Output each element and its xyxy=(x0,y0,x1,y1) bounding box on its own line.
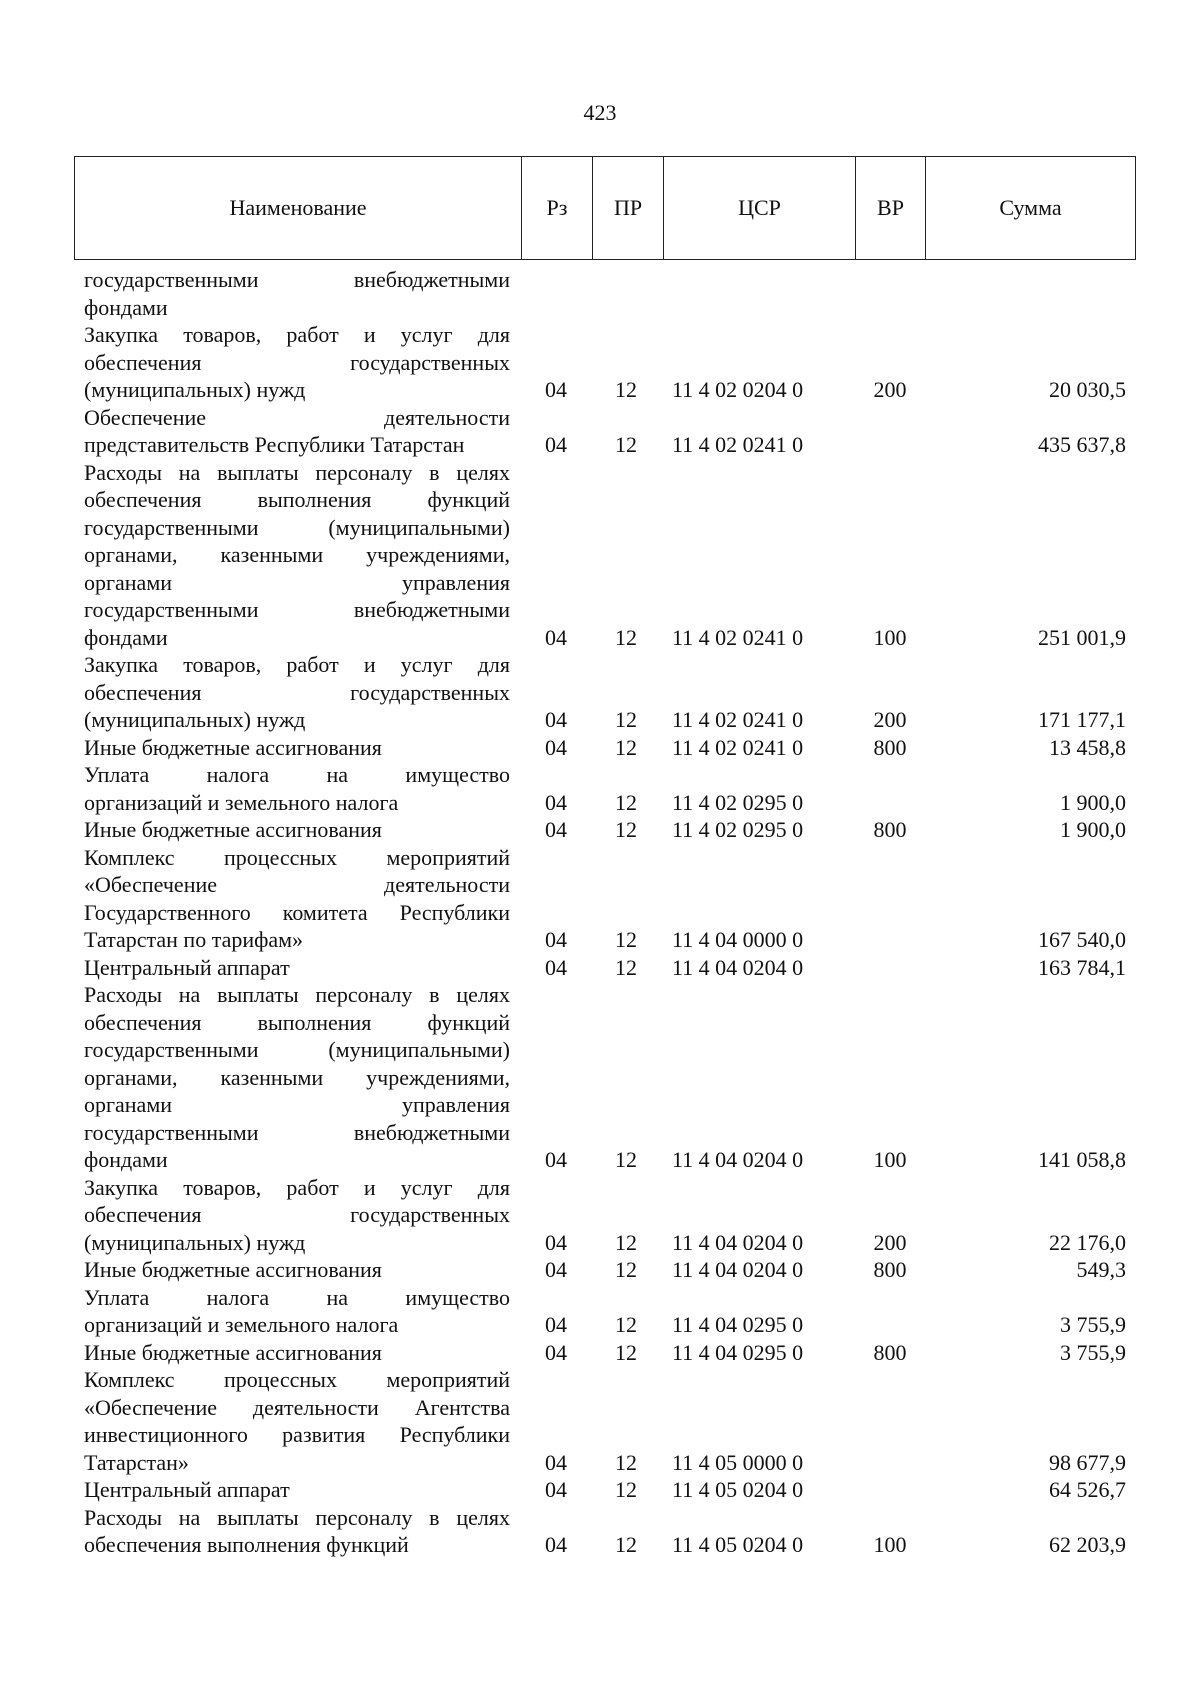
row-name xyxy=(84,459,510,652)
row-name xyxy=(84,321,510,404)
row-name-line: Иные бюджетные ассигнования xyxy=(84,1339,382,1365)
row-csr: 11 4 02 0204 0 xyxy=(672,377,804,402)
row-pr: 12 xyxy=(615,927,637,952)
row-sum: 171 177,1 xyxy=(1038,707,1126,732)
row-csr: 11 4 05 0204 0 xyxy=(672,1532,804,1557)
row-sum: 1 900,0 xyxy=(1060,817,1126,842)
row-name-line: Уплата налога на имущество xyxy=(84,1284,510,1310)
row-pr: 12 xyxy=(615,1312,637,1337)
row-name xyxy=(84,734,510,762)
row-name xyxy=(84,1284,510,1339)
row-name-line: государственными внебюджетными xyxy=(84,1119,510,1145)
row-name-line: обеспечения государственных xyxy=(84,349,510,375)
table-row xyxy=(0,1174,1200,1257)
row-name-line: обеспечения государственных xyxy=(84,1202,510,1227)
row-name-line: Иные бюджетные ассигнования xyxy=(84,817,382,842)
row-sum: 435 637,8 xyxy=(1038,432,1126,457)
row-rz: 04 xyxy=(545,377,567,402)
table-row xyxy=(0,816,1200,844)
row-vr: 200 xyxy=(873,377,907,402)
table-row xyxy=(0,459,1200,652)
row-csr: 11 4 02 0241 0 xyxy=(672,432,804,457)
row-pr: 12 xyxy=(615,707,637,732)
row-vr: 200 xyxy=(873,1229,907,1255)
row-sum: 163 784,1 xyxy=(1038,954,1126,980)
row-name-line: Обеспечение деятельности xyxy=(84,404,510,430)
row-vr: 100 xyxy=(873,624,907,650)
row-name-line: государственными (муниципальными) xyxy=(84,514,510,540)
header-vr: ВР xyxy=(856,157,926,259)
row-rz: 04 xyxy=(545,1312,567,1337)
row-csr: 11 4 02 0241 0 xyxy=(672,734,804,760)
row-name xyxy=(84,1339,510,1367)
table-row xyxy=(0,844,1200,954)
row-name-line: фондами xyxy=(84,624,168,650)
row-rz: 04 xyxy=(545,927,567,952)
row-rz: 04 xyxy=(545,817,567,842)
row-sum: 13 458,8 xyxy=(1049,734,1126,760)
row-vr: 800 xyxy=(873,1339,907,1365)
row-name xyxy=(84,404,510,459)
row-name-line: Комплекс процессных мероприятий xyxy=(84,1367,510,1392)
row-pr: 12 xyxy=(615,377,637,402)
row-pr: 12 xyxy=(615,432,637,457)
row-csr: 11 4 02 0241 0 xyxy=(672,707,804,732)
row-name-line: Государственного комитета Республики xyxy=(84,899,510,925)
row-csr: 11 4 04 0295 0 xyxy=(672,1312,804,1337)
row-csr: 11 4 05 0204 0 xyxy=(672,1477,804,1502)
row-rz: 04 xyxy=(545,624,567,650)
table-row xyxy=(0,321,1200,404)
row-name xyxy=(84,981,510,1174)
row-name xyxy=(84,1504,510,1559)
row-rz: 04 xyxy=(545,1449,567,1475)
row-sum: 141 058,8 xyxy=(1038,1147,1126,1172)
row-vr: 100 xyxy=(873,1147,907,1172)
row-name-line: Закупка товаров, работ и услуг для xyxy=(84,322,510,347)
table-row xyxy=(0,651,1200,734)
row-sum: 64 526,7 xyxy=(1049,1477,1126,1502)
row-rz: 04 xyxy=(545,734,567,760)
row-pr: 12 xyxy=(615,734,637,760)
row-name xyxy=(84,1256,510,1284)
page-number: 423 xyxy=(583,100,617,125)
row-name-line: обеспечения государственных xyxy=(84,679,510,705)
row-rz: 04 xyxy=(545,954,567,980)
row-csr: 11 4 04 0204 0 xyxy=(672,1147,804,1172)
row-name-line: «Обеспечение деятельности xyxy=(84,872,510,897)
row-pr: 12 xyxy=(615,1532,637,1557)
row-sum: 167 540,0 xyxy=(1038,927,1126,952)
row-vr: 800 xyxy=(873,734,907,760)
row-pr: 12 xyxy=(615,624,637,650)
table-row xyxy=(0,981,1200,1174)
row-pr: 12 xyxy=(615,817,637,842)
row-name-line: инвестиционного развития Республики xyxy=(84,1422,510,1447)
table-row xyxy=(0,1284,1200,1339)
row-name-line: Татарстан по тарифам» xyxy=(84,927,304,952)
header-rz: Рз xyxy=(522,157,593,259)
row-sum: 20 030,5 xyxy=(1049,377,1126,402)
row-name xyxy=(84,651,510,734)
row-csr: 11 4 04 0295 0 xyxy=(672,1339,804,1365)
row-sum: 22 176,0 xyxy=(1049,1229,1126,1255)
row-pr: 12 xyxy=(615,1257,637,1282)
row-name-line: обеспечения выполнения функций xyxy=(84,487,510,512)
row-pr: 12 xyxy=(615,954,637,980)
row-name-line: организаций и земельного налога xyxy=(84,789,399,815)
table-row xyxy=(0,404,1200,459)
row-name xyxy=(84,1174,510,1257)
row-name-line: (муниципальных) нужд xyxy=(84,707,306,732)
row-csr: 11 4 02 0295 0 xyxy=(672,789,804,815)
row-pr: 12 xyxy=(615,1477,637,1502)
header-name: Наименование xyxy=(75,157,522,259)
row-name-line: государственными внебюджетными xyxy=(84,597,510,622)
row-name-line: фондами xyxy=(84,294,168,320)
table-row xyxy=(0,1476,1200,1504)
row-name-line: Центральный аппарат xyxy=(84,954,290,980)
table-row xyxy=(0,1504,1200,1559)
row-vr: 200 xyxy=(873,707,907,732)
row-name-line: Комплекс процессных мероприятий xyxy=(84,844,510,870)
row-name-line: Расходы на выплаты персоналу в целях xyxy=(84,459,510,485)
table-row xyxy=(0,1339,1200,1367)
table-row xyxy=(0,1366,1200,1476)
row-rz: 04 xyxy=(545,1257,567,1282)
row-pr: 12 xyxy=(615,789,637,815)
row-rz: 04 xyxy=(545,1339,567,1365)
row-sum: 251 001,9 xyxy=(1038,624,1126,650)
row-vr: 800 xyxy=(873,1257,907,1282)
row-name xyxy=(84,761,510,816)
header-csr: ЦСР xyxy=(664,157,856,259)
row-name-line: государственными (муниципальными) xyxy=(84,1037,510,1062)
row-name-line: Закупка товаров, работ и услуг для xyxy=(84,1174,510,1200)
row-sum: 62 203,9 xyxy=(1049,1532,1126,1557)
row-csr: 11 4 02 0295 0 xyxy=(672,817,804,842)
row-name-line: органами, казенными учреждениями, xyxy=(84,542,510,567)
table-row xyxy=(0,266,1200,321)
row-sum: 3 755,9 xyxy=(1060,1312,1126,1337)
row-name-line: (муниципальных) нужд xyxy=(84,1229,306,1255)
row-name-line: органами управления xyxy=(84,1092,510,1117)
row-csr: 11 4 04 0204 0 xyxy=(672,954,804,980)
row-name xyxy=(84,1366,510,1476)
row-name-line: государственными внебюджетными xyxy=(84,267,510,292)
row-rz: 04 xyxy=(545,789,567,815)
row-name-line: Уплата налога на имущество xyxy=(84,762,510,787)
row-rz: 04 xyxy=(545,1477,567,1502)
row-csr: 11 4 04 0204 0 xyxy=(672,1229,804,1255)
row-sum: 549,3 xyxy=(1076,1257,1126,1282)
row-name-line: фондами xyxy=(84,1147,168,1172)
row-name xyxy=(84,266,510,321)
row-pr: 12 xyxy=(615,1339,637,1365)
row-rz: 04 xyxy=(545,1229,567,1255)
row-name-line: Расходы на выплаты персоналу в целях xyxy=(84,1504,510,1530)
row-rz: 04 xyxy=(545,432,567,457)
row-name xyxy=(84,1476,510,1504)
row-name-line: (муниципальных) нужд xyxy=(84,377,306,402)
row-name-line: обеспечения выполнения функций xyxy=(84,1532,409,1557)
row-name-line: Татарстан» xyxy=(84,1449,189,1475)
row-pr: 12 xyxy=(615,1229,637,1255)
header-pr: ПР xyxy=(593,157,664,259)
header-sum: Сумма xyxy=(999,195,1062,220)
row-csr: 11 4 04 0204 0 xyxy=(672,1257,804,1282)
row-pr: 12 xyxy=(615,1449,637,1475)
row-rz: 04 xyxy=(545,707,567,732)
row-name xyxy=(84,844,510,954)
row-sum: 98 677,9 xyxy=(1049,1449,1126,1475)
row-rz: 04 xyxy=(545,1532,567,1557)
row-name-line: «Обеспечение деятельности Агентства xyxy=(84,1394,510,1420)
row-name-line: организаций и земельного налога xyxy=(84,1312,399,1337)
row-csr: 11 4 02 0241 0 xyxy=(672,624,804,650)
row-csr: 11 4 05 0000 0 xyxy=(672,1449,804,1475)
row-vr: 100 xyxy=(873,1532,907,1557)
table-row xyxy=(0,954,1200,982)
row-name xyxy=(84,816,510,844)
row-name-line: органами, казенными учреждениями, xyxy=(84,1064,510,1090)
row-name xyxy=(84,954,510,982)
table-row xyxy=(0,734,1200,762)
row-name-line: органами управления xyxy=(84,569,510,595)
table-row xyxy=(0,1256,1200,1284)
row-rz: 04 xyxy=(545,1147,567,1172)
row-pr: 12 xyxy=(615,1147,637,1172)
row-sum: 1 900,0 xyxy=(1060,789,1126,815)
row-sum: 3 755,9 xyxy=(1060,1339,1126,1365)
row-csr: 11 4 04 0000 0 xyxy=(672,927,804,952)
row-name-line: представительств Республики Татарстан xyxy=(84,432,465,457)
row-name-line: Закупка товаров, работ и услуг для xyxy=(84,652,510,677)
row-name-line: обеспечения выполнения функций xyxy=(84,1009,510,1035)
row-name-line: Расходы на выплаты персоналу в целях xyxy=(84,982,510,1007)
table-row xyxy=(0,761,1200,816)
row-name-line: Центральный аппарат xyxy=(84,1477,290,1502)
row-name-line: Иные бюджетные ассигнования xyxy=(84,734,382,760)
row-name-line: Иные бюджетные ассигнования xyxy=(84,1257,382,1282)
row-vr: 800 xyxy=(873,817,907,842)
